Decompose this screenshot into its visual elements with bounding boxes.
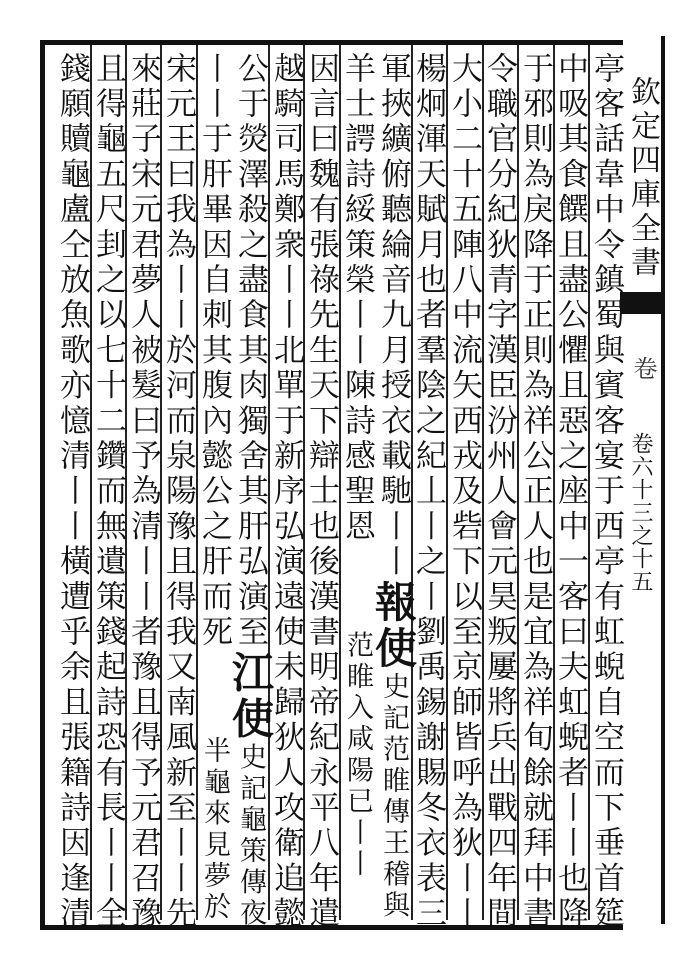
column-text: 且得龜五尺刲之以七十二鑽而無遺策錢起詩恐有長丨丨全 — [90, 52, 126, 932]
column-text: 亭客話韋中令鎮蜀與賓客宴于西亭有虹蜺自空而下垂首筵 — [588, 52, 624, 932]
headword: 報使 — [369, 580, 418, 673]
annotation-text: 史記龜策傳夜 — [235, 742, 266, 931]
annotation-text: 范睢入咸陽已丨丨 — [342, 630, 373, 881]
text-column-8 — [337, 52, 377, 914]
fish-mark: 卷 — [629, 356, 657, 380]
column-text: 錢願贖龜盧仝放魚歌亦憶清丨丨橫遭乎余且張籍詩因逢清 — [54, 52, 90, 932]
column-text: 丨丨于肝畢因自刺其腹內懿公之肝而死 — [196, 52, 232, 651]
column-text: 因言曰魏有張祿先生天下辯士也後漢書明帝紀永平八年遣 — [303, 52, 339, 932]
text-column-12 — [194, 52, 234, 924]
margin-strip — [620, 36, 665, 924]
text-column-4 — [479, 52, 519, 932]
column-text: 越騎司馬鄭衆丨丨北單于新序弘演遠使未歸狄人攻衛追懿 — [268, 52, 304, 932]
text-column-6 — [408, 52, 448, 932]
text-column-3 — [515, 52, 555, 932]
annotation-text: 史記范睢傳王稽與 — [378, 672, 409, 923]
column-text: 于邪則為戾降于正則為祥公正人也是宜為祥旬餘就拜中書 — [517, 52, 553, 932]
column-text: 宋元王曰我為丨丨於河而泉陽豫且得我又南風新至丨丨先 — [160, 52, 196, 932]
text-column-11 — [226, 52, 275, 931]
fish-tail-bar — [620, 292, 662, 314]
text-column-7 — [369, 52, 418, 923]
text-column-9 — [301, 52, 341, 932]
text-column-10 — [266, 52, 306, 932]
text-column-1 — [586, 52, 626, 932]
annotation-text: 半龜來見夢於 — [199, 736, 230, 924]
text-column-5 — [444, 52, 484, 932]
text-column-13 — [158, 52, 198, 932]
text-column-16 — [52, 52, 92, 932]
volume-label: 卷六十三之十五 — [628, 432, 653, 593]
text-column-15 — [88, 52, 128, 932]
column-text: 楊炯渾天賦月也者羣陰之紀丄丨之丨劉禹錫謝賜冬衣表三 — [410, 52, 446, 932]
column-text: 大小二十五陣八中流矢西戎及砦下以至京師皆呼為狄丨丨 — [446, 52, 482, 932]
book-title: 欽定四庫全書 — [625, 76, 660, 280]
text-column-2 — [550, 52, 590, 932]
text-column-14 — [123, 52, 163, 932]
column-text: 中吸其食饌且盡公懼且惡之座中一客曰夫虹蜺者丨丨也降 — [552, 52, 588, 932]
headword: 江使 — [226, 650, 275, 743]
column-text: 令職官分紀狄青字漢臣汾州人會元昊叛屢將兵出戰四年間 — [481, 52, 517, 932]
column-text: 公于熒澤殺之盡食其肉獨舍其肝弘演至 — [232, 52, 268, 651]
margin-edge — [661, 36, 665, 924]
column-text: 軍挾纊俯聽綸音九月授衣載馳丨丨 — [375, 52, 411, 580]
column-text: 來莊子宋元君夢人被髮曰予為清丨丨者豫且得予元君召豫 — [125, 52, 161, 932]
column-text: 羊士諤詩綏策榮丨丨陳詩感聖恩 — [339, 52, 375, 545]
